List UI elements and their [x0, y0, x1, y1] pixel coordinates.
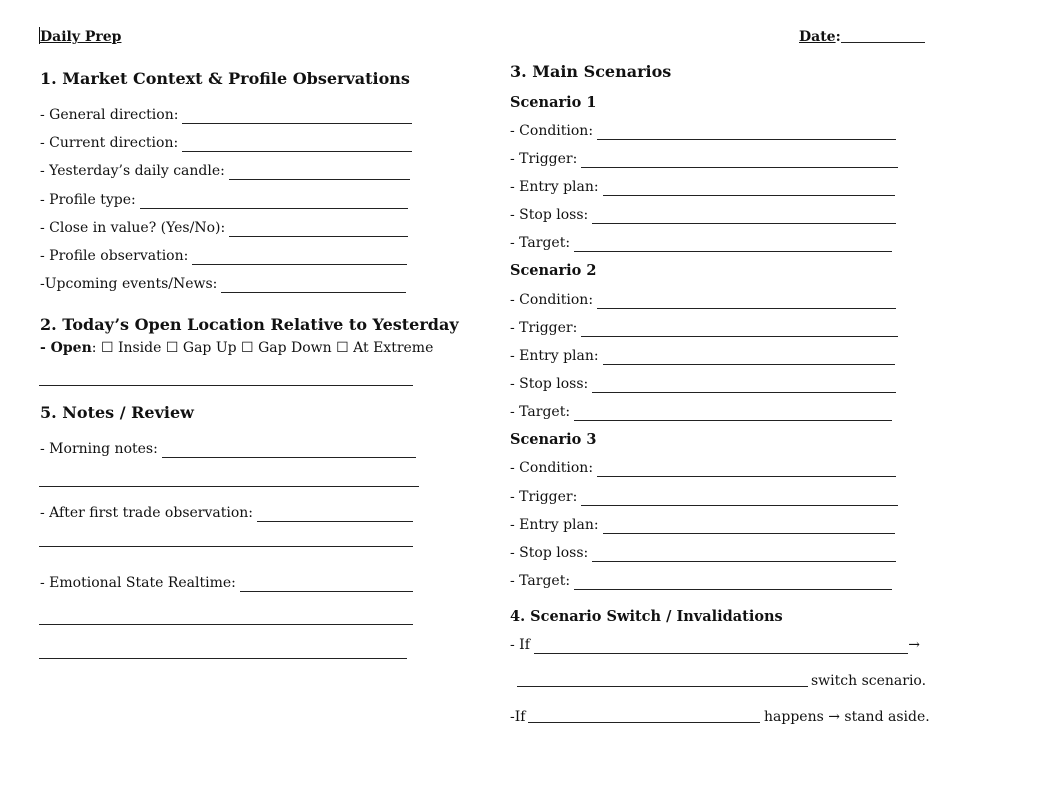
- morning-notes-line-2[interactable]: [39, 486, 419, 487]
- checkbox-at-extreme[interactable]: ☐ At Extreme: [336, 340, 434, 356]
- stand-aside-text: happens → stand aside.: [764, 709, 930, 725]
- field-upcoming-events[interactable]: -Upcoming events/News:: [40, 275, 406, 293]
- section5-heading: 5. Notes / Review: [40, 403, 194, 422]
- field-close-in-value[interactable]: - Close in value? (Yes/No):: [40, 219, 408, 237]
- field-emotional-state[interactable]: - Emotional State Realtime:: [40, 574, 413, 592]
- s2-target[interactable]: - Target:: [510, 403, 892, 421]
- s1-target[interactable]: - Target:: [510, 234, 892, 252]
- s1-trigger[interactable]: - Trigger:: [510, 150, 898, 168]
- switch-if-row[interactable]: - If →: [510, 637, 920, 653]
- field-after-first-trade[interactable]: - After first trade observation:: [40, 504, 413, 522]
- section4-heading: 4. Scenario Switch / Invalidations: [510, 608, 783, 625]
- scenario-2-title: Scenario 2: [510, 262, 597, 279]
- section3-heading: 3. Main Scenarios: [510, 62, 672, 81]
- s3-entry-plan[interactable]: - Entry plan:: [510, 516, 895, 534]
- emotional-line-3[interactable]: [39, 658, 407, 659]
- s2-entry-plan[interactable]: - Entry plan:: [510, 347, 895, 365]
- section1-heading: 1. Market Context & Profile Observations: [40, 69, 410, 88]
- switch-scenario-text: switch scenario.: [811, 673, 927, 689]
- stand-aside-blank[interactable]: [528, 722, 760, 723]
- checkbox-inside[interactable]: ☐ Inside: [100, 340, 162, 356]
- s2-trigger[interactable]: - Trigger:: [510, 319, 898, 337]
- open-options: - Open: ☐ Inside ☐ Gap Up ☐ Gap Down ☐ At Extreme: [40, 340, 434, 356]
- field-general-direction[interactable]: - General direction:: [40, 106, 412, 124]
- field-profile-observation[interactable]: - Profile observation:: [40, 247, 407, 265]
- field-profile-type[interactable]: - Profile type:: [40, 191, 408, 209]
- if2-label: -If: [510, 709, 526, 725]
- s3-stop-loss[interactable]: - Stop loss:: [510, 544, 896, 562]
- field-morning-notes[interactable]: - Morning notes:: [40, 440, 416, 458]
- after-trade-line-2[interactable]: [39, 546, 413, 547]
- emotional-line-2[interactable]: [39, 624, 413, 625]
- open-label: - Open: [40, 340, 92, 356]
- s3-condition[interactable]: - Condition:: [510, 459, 896, 477]
- s1-condition[interactable]: - Condition:: [510, 122, 896, 140]
- scenario-1-title: Scenario 1: [510, 94, 597, 111]
- date-blank[interactable]: [841, 42, 925, 43]
- checkbox-gap-up[interactable]: ☐ Gap Up: [165, 340, 237, 356]
- s1-stop-loss[interactable]: - Stop loss:: [510, 206, 896, 224]
- s2-stop-loss[interactable]: - Stop loss:: [510, 375, 896, 393]
- scenario-3-title: Scenario 3: [510, 431, 597, 448]
- s1-entry-plan[interactable]: - Entry plan:: [510, 178, 895, 196]
- field-yesterday-candle[interactable]: - Yesterday’s daily candle:: [40, 162, 410, 180]
- switch-blank-2[interactable]: [517, 686, 808, 687]
- checkbox-gap-down[interactable]: ☐ Gap Down: [241, 340, 332, 356]
- field-current-direction[interactable]: - Current direction:: [40, 134, 412, 152]
- section2-heading: 2. Today’s Open Location Relative to Yesterday: [40, 315, 459, 334]
- s2-condition[interactable]: - Condition:: [510, 291, 896, 309]
- s3-target[interactable]: - Target:: [510, 572, 892, 590]
- s3-trigger[interactable]: - Trigger:: [510, 488, 898, 506]
- page-title: Daily Prep: [40, 29, 122, 45]
- open-notes-blank[interactable]: [39, 385, 413, 386]
- arrow-icon: →: [908, 637, 920, 653]
- date-label: Date:: [799, 29, 841, 45]
